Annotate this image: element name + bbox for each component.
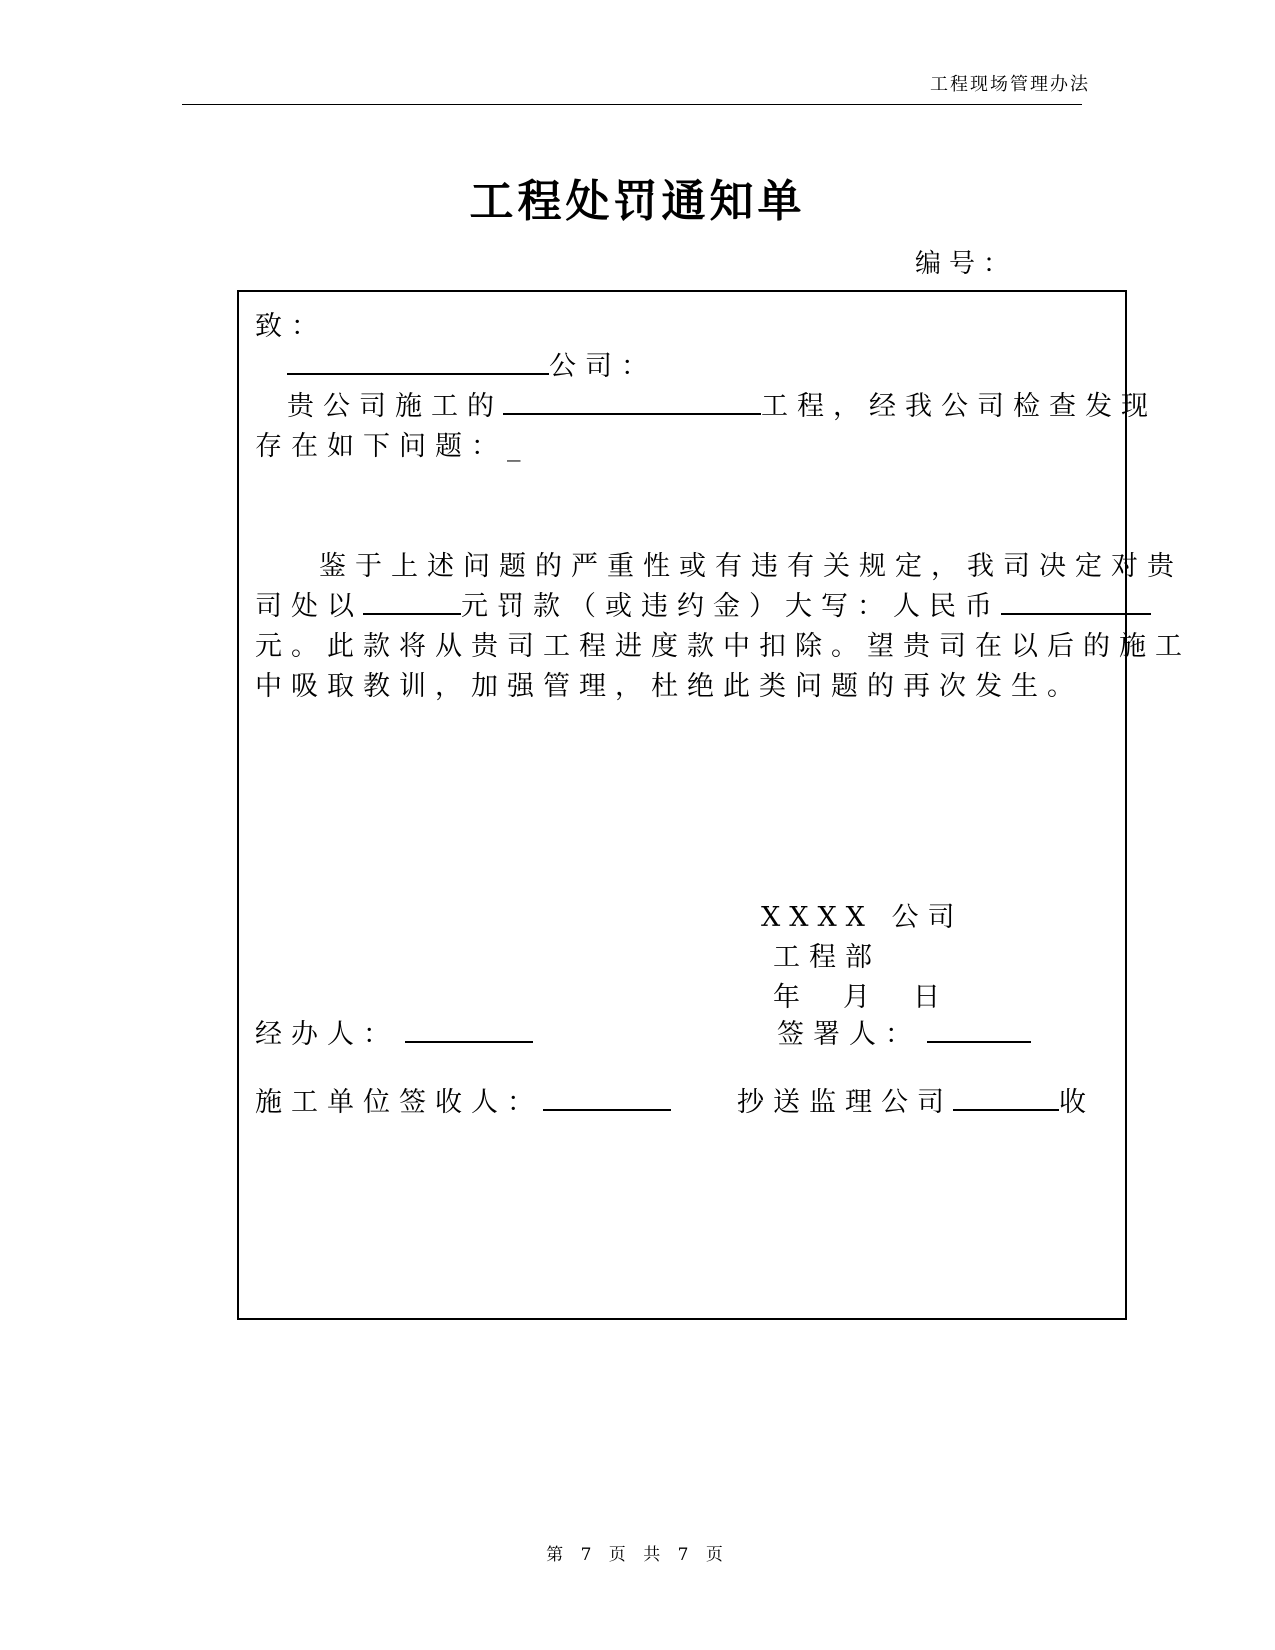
- fine-amount-words-field[interactable]: [1001, 587, 1151, 615]
- to-label: 致：: [255, 311, 327, 342]
- receiver-field[interactable]: [543, 1083, 671, 1111]
- date-day-label: 日: [913, 982, 949, 1013]
- handler-label: 经办人：: [255, 1019, 399, 1050]
- page-title: 工程处罚通知单: [469, 176, 806, 227]
- date-month-label: 月: [843, 982, 879, 1013]
- cc-field[interactable]: [953, 1083, 1059, 1111]
- cc-line: [737, 1080, 1095, 1119]
- receiver-label: 施工单位签收人：: [255, 1087, 543, 1118]
- header-divider: [182, 104, 1082, 105]
- p1-line1-end: 工程，经我公司检查发现: [761, 391, 1157, 422]
- signer-line: [777, 1012, 1031, 1051]
- signer-label: 签署人：: [777, 1019, 921, 1050]
- issue-date: [773, 975, 949, 1014]
- issuer-company: XXXX 公司: [761, 902, 964, 933]
- header-title: 工程现场管理办法: [930, 74, 1090, 95]
- page-number: 第 7 页 共 7 页: [546, 1545, 729, 1565]
- signer-field[interactable]: [927, 1015, 1031, 1043]
- p2-line2-start: 司处以: [255, 591, 363, 622]
- handler-field[interactable]: [405, 1015, 533, 1043]
- serial-number-label: 编号：: [915, 249, 1018, 279]
- company-name-field[interactable]: [287, 347, 549, 375]
- date-year-label: 年: [773, 982, 809, 1013]
- paragraph-2-line-3: 元。此款将从贵司工程进度款中扣除。望贵司在以后的施工: [255, 631, 1191, 662]
- paragraph-1-line-2: 存在如下问题：_: [255, 431, 530, 462]
- issuer-department: 工程部: [773, 942, 881, 973]
- paragraph-1-line-1: [287, 384, 1157, 423]
- project-name-field[interactable]: [503, 387, 761, 415]
- paragraph-2-line-2: [255, 584, 1151, 623]
- fine-amount-field[interactable]: [363, 587, 461, 615]
- p2-line2-mid: 元罚款（或违约金）大写：人民币: [461, 591, 1001, 622]
- cc-label: 抄送监理公司: [737, 1087, 953, 1118]
- handler-line: [255, 1012, 533, 1051]
- receiver-line: [255, 1080, 671, 1119]
- company-suffix: 公司：: [549, 351, 657, 382]
- notice-form: [237, 290, 1191, 1320]
- p1-line1-start: 贵公司施工的: [287, 391, 503, 422]
- paragraph-2-line-4: 中吸取教训，加强管理，杜绝此类问题的再次发生。: [255, 671, 1083, 702]
- cc-suffix: 收: [1059, 1087, 1095, 1118]
- company-line: [287, 344, 657, 383]
- paragraph-2-line-1: 鉴于上述问题的严重性或有违有关规定，我司决定对贵: [319, 551, 1183, 582]
